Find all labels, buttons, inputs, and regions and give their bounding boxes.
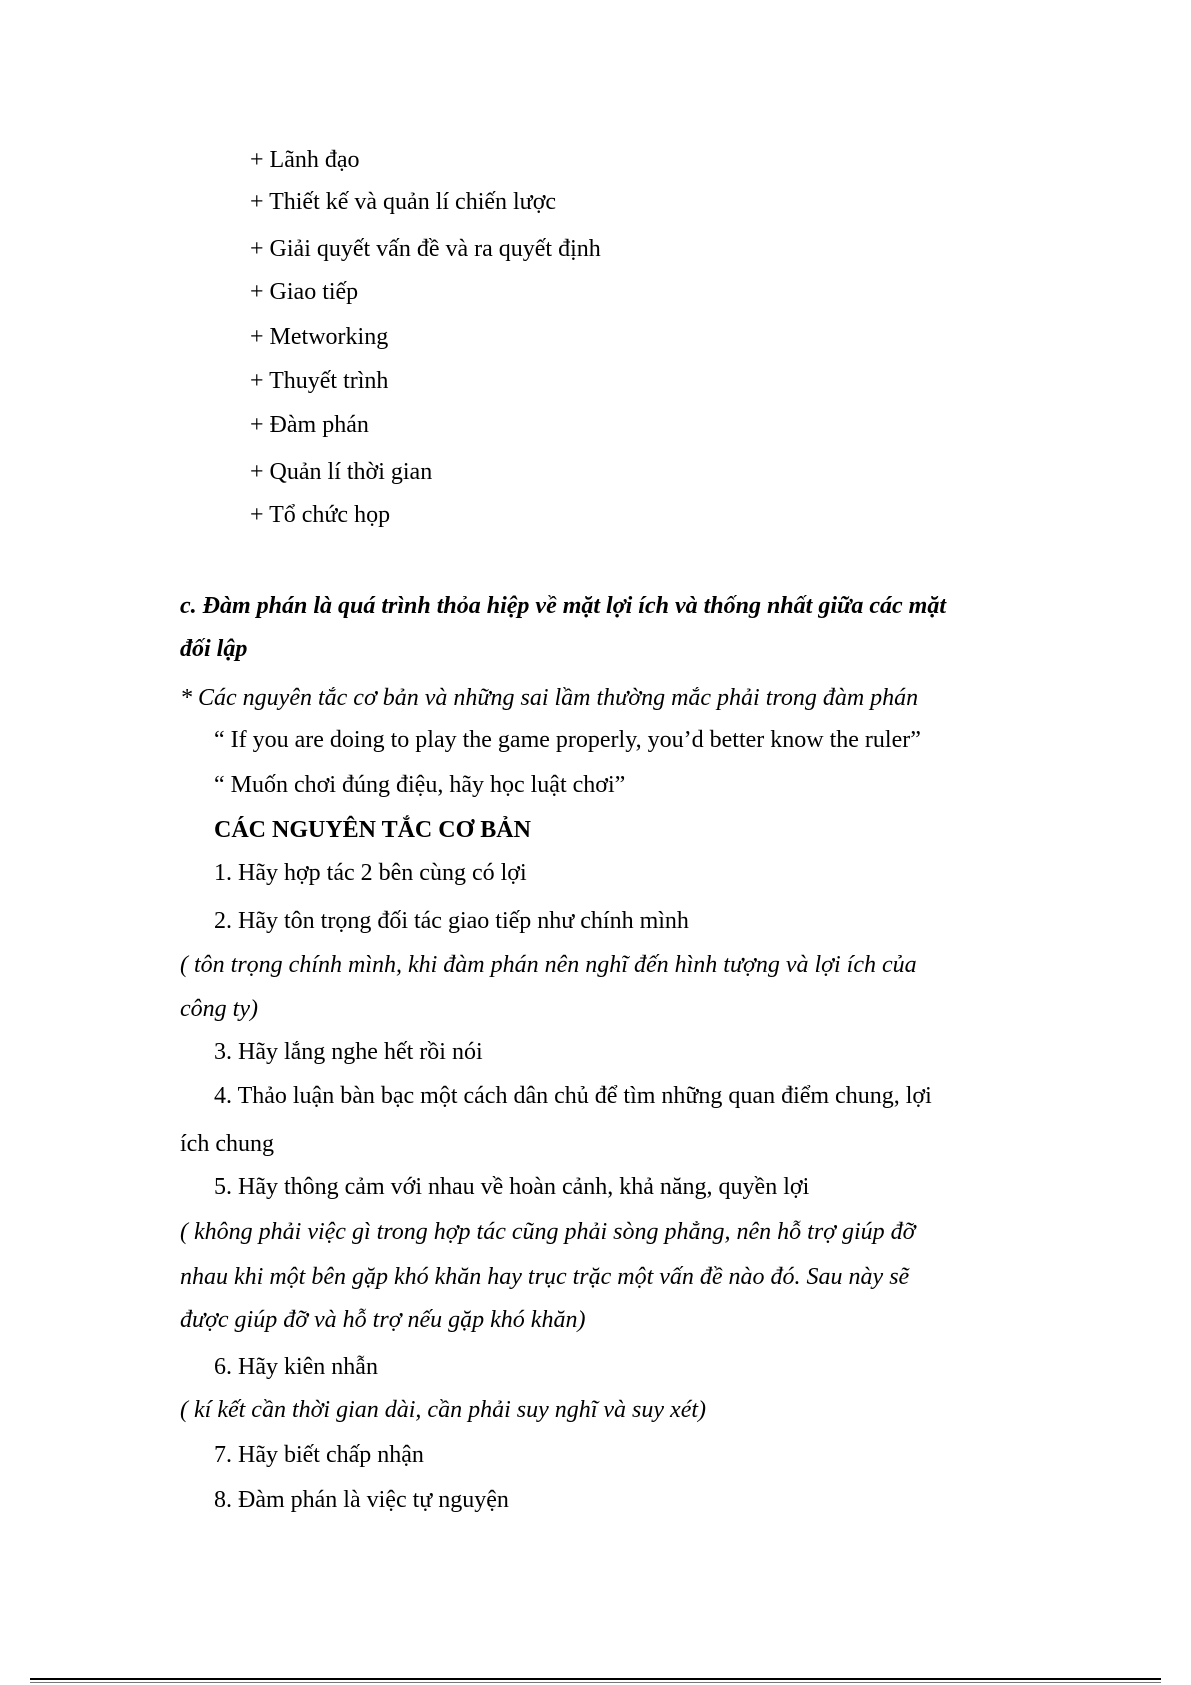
principle-item: 1. Hãy hợp tác 2 bên cùng có lợi	[214, 860, 527, 886]
principle-item: 3. Hãy lắng nghe hết rồi nói	[214, 1039, 483, 1065]
skill-item: + Tổ chức họp	[250, 502, 391, 528]
quote-vietnamese: “ Muốn chơi đúng điệu, hãy học luật chơi”	[214, 772, 626, 798]
skill-item: + Quản lí thời gian	[250, 459, 433, 485]
principle-item: 8. Đàm phán là việc tự nguyện	[214, 1487, 509, 1513]
principle-note: công ty)	[180, 996, 258, 1022]
principle-item: 4. Thảo luận bàn bạc một cách dân chủ để tìm những quan điểm chung, lợi	[214, 1083, 932, 1109]
principle-note: ( không phải việc gì trong hợp tác cũng phải sòng phẳng, nên hỗ trợ giúp đỡ	[180, 1219, 916, 1245]
principle-item: 2. Hãy tôn trọng đối tác giao tiếp như chính mình	[214, 908, 689, 934]
principle-note: ( kí kết cần thời gian dài, cần phải suy nghĩ và suy xét)	[180, 1397, 707, 1423]
page-bottom-rule-secondary	[30, 1682, 1161, 1683]
skill-item: + Thuyết trình	[250, 368, 389, 394]
principle-note: nhau khi một bên gặp khó khăn hay trục trặc một vấn đề nào đó. Sau này sẽ	[180, 1264, 910, 1290]
skill-item: + Giải quyết vấn đề và ra quyết định	[250, 236, 601, 262]
section-subheading: * Các nguyên tắc cơ bản và những sai lầm thường mắc phải trong đàm phán	[180, 685, 919, 711]
section-heading-continued: đối lập	[180, 636, 248, 662]
skill-item: + Đàm phán	[250, 412, 369, 438]
principle-note: được giúp đỡ và hỗ trợ nếu gặp khó khăn)	[180, 1307, 586, 1333]
page-bottom-rule	[30, 1678, 1161, 1680]
principle-item-continued: ích chung	[180, 1131, 274, 1157]
skill-item: + Metworking	[250, 324, 389, 350]
principles-title: CÁC NGUYÊN TẮC CƠ BẢN	[214, 817, 531, 843]
principle-item: 6. Hãy kiên nhẫn	[214, 1354, 378, 1380]
skill-item: + Thiết kế và quản lí chiến lược	[250, 189, 557, 215]
quote-english: “ If you are doing to play the game properly, you’d better know the ruler”	[214, 727, 921, 753]
principle-item: 7. Hãy biết chấp nhận	[214, 1442, 424, 1468]
skill-item: + Lãnh đạo	[250, 147, 360, 173]
principle-note: ( tôn trọng chính mình, khi đàm phán nên nghĩ đến hình tượng và lợi ích của	[180, 952, 917, 978]
principle-item: 5. Hãy thông cảm với nhau về hoàn cảnh, khả năng, quyền lợi	[214, 1174, 810, 1200]
skill-item: + Giao tiếp	[250, 279, 359, 305]
section-heading: c. Đàm phán là quá trình thỏa hiệp về mặt lợi ích và thống nhất giữa các mặt	[180, 593, 947, 619]
